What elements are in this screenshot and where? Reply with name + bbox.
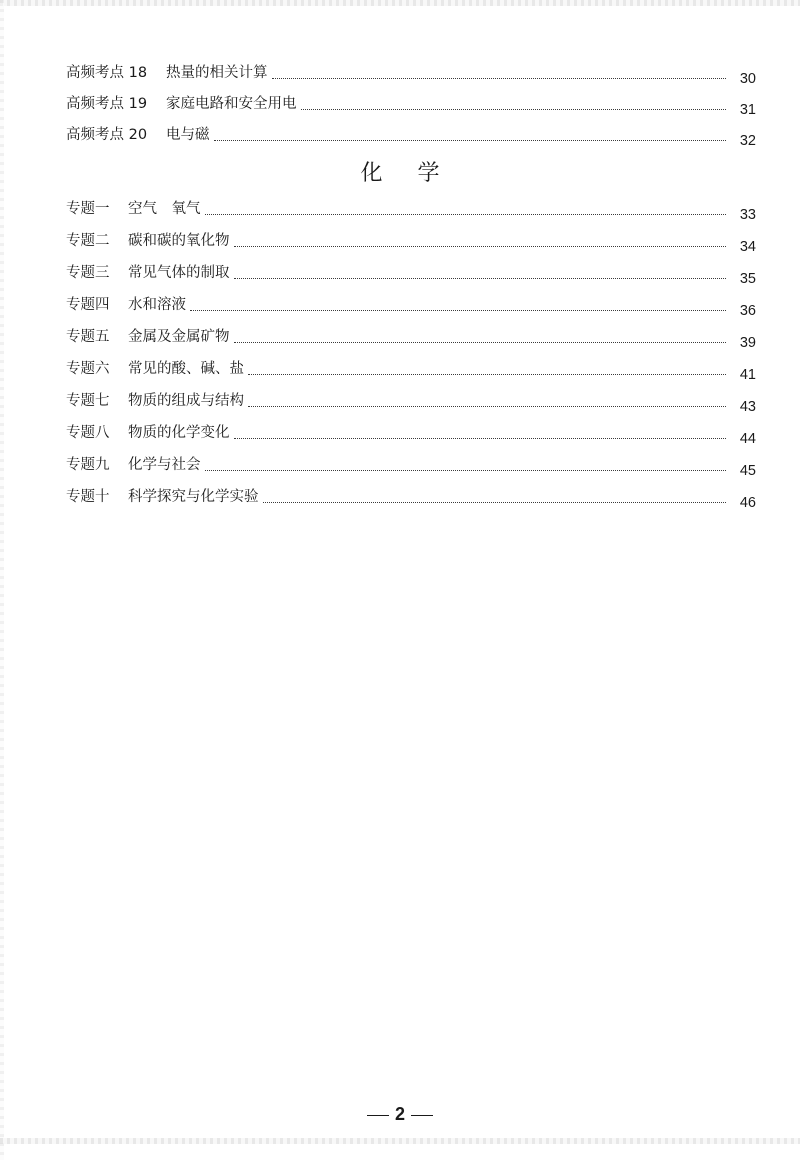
toc-leader-dots <box>234 341 727 343</box>
toc-entry-page: 46 <box>739 495 756 511</box>
toc-entry[interactable] <box>66 228 756 255</box>
footer-dash-right <box>411 1115 433 1116</box>
toc-entry-page: 33 <box>739 207 756 223</box>
toc-entry-title: 电与磁 <box>166 127 210 143</box>
toc-entry-title: 空气 氧气 <box>128 201 201 217</box>
toc-entry-label: 专题五 <box>66 329 110 345</box>
toc-entry-title: 水和溶液 <box>128 297 186 313</box>
toc-entry[interactable] <box>66 324 756 351</box>
toc-entry[interactable] <box>66 260 756 287</box>
toc-entry-label: 高频考点 19 <box>66 96 148 112</box>
toc-entry-label: 专题三 <box>66 265 110 281</box>
toc-entry-page: 39 <box>739 335 756 351</box>
toc-entry-label: 专题九 <box>66 457 110 473</box>
toc-leader-dots <box>234 437 727 439</box>
toc-entry-page: 30 <box>739 71 756 87</box>
toc-entry-label: 专题一 <box>66 201 110 217</box>
page-number: 2 <box>394 1104 405 1124</box>
toc-entry-page: 32 <box>739 133 756 149</box>
toc-entry-title: 金属及金属矿物 <box>128 329 230 345</box>
toc-entry-title: 科学探究与化学实验 <box>128 489 259 505</box>
toc-entry-page: 45 <box>739 463 756 479</box>
toc-entry-label: 高频考点 20 <box>66 127 148 143</box>
toc-entry-title: 物质的组成与结构 <box>128 393 244 409</box>
toc-entry-label: 专题七 <box>66 393 110 409</box>
toc-leader-dots <box>234 245 727 247</box>
toc-entry-label: 专题二 <box>66 233 110 249</box>
scan-edge-top <box>0 0 800 6</box>
page-number-footer <box>0 1104 800 1125</box>
toc-leader-dots <box>301 108 727 110</box>
toc-entry[interactable] <box>66 122 756 149</box>
toc-entry-page: 31 <box>739 102 756 118</box>
toc-entry-label: 高频考点 18 <box>66 65 148 81</box>
toc-entry-page: 35 <box>739 271 756 287</box>
toc-entry-title: 家庭电路和安全用电 <box>166 96 297 112</box>
toc-entry[interactable] <box>66 452 756 479</box>
toc-entry-label: 专题十 <box>66 489 110 505</box>
toc-entry-page: 36 <box>739 303 756 319</box>
toc-entry-page: 44 <box>739 431 756 447</box>
toc-leader-dots <box>205 469 727 471</box>
toc-leader-dots <box>190 309 726 311</box>
toc-entry[interactable] <box>66 60 756 87</box>
toc-entry[interactable] <box>66 292 756 319</box>
footer-dash-left <box>367 1115 389 1116</box>
toc-entry-title: 碳和碳的氧化物 <box>128 233 230 249</box>
toc-leader-dots <box>234 277 727 279</box>
section-heading-chemistry: 化 学 <box>360 161 454 186</box>
toc-entry-title: 常见气体的制取 <box>128 265 230 281</box>
toc-entry-page: 34 <box>739 239 756 255</box>
toc-entry-title: 化学与社会 <box>128 457 201 473</box>
toc-entry[interactable] <box>66 420 756 447</box>
toc-leader-dots <box>248 405 726 407</box>
toc-entry-title: 物质的化学变化 <box>128 425 230 441</box>
toc-entry[interactable] <box>66 91 756 118</box>
toc-entry-label: 专题八 <box>66 425 110 441</box>
toc-leader-dots <box>263 501 727 503</box>
scan-edge-bottom <box>0 1138 800 1144</box>
toc-leader-dots <box>205 213 727 215</box>
toc-leader-dots <box>248 373 726 375</box>
toc-entry[interactable] <box>66 196 756 223</box>
toc-entry-page: 41 <box>739 367 756 383</box>
toc-entry-label: 专题四 <box>66 297 110 313</box>
toc-entry-label: 专题六 <box>66 361 110 377</box>
toc-entry-page: 43 <box>739 399 756 415</box>
toc-entry[interactable] <box>66 356 756 383</box>
toc-leader-dots <box>214 139 727 141</box>
toc-entry[interactable] <box>66 388 756 415</box>
toc-entry[interactable] <box>66 484 756 511</box>
toc-leader-dots <box>272 77 727 79</box>
toc-entry-title: 热量的相关计算 <box>166 65 268 81</box>
toc-entry-title: 常见的酸、碱、盐 <box>128 361 244 377</box>
